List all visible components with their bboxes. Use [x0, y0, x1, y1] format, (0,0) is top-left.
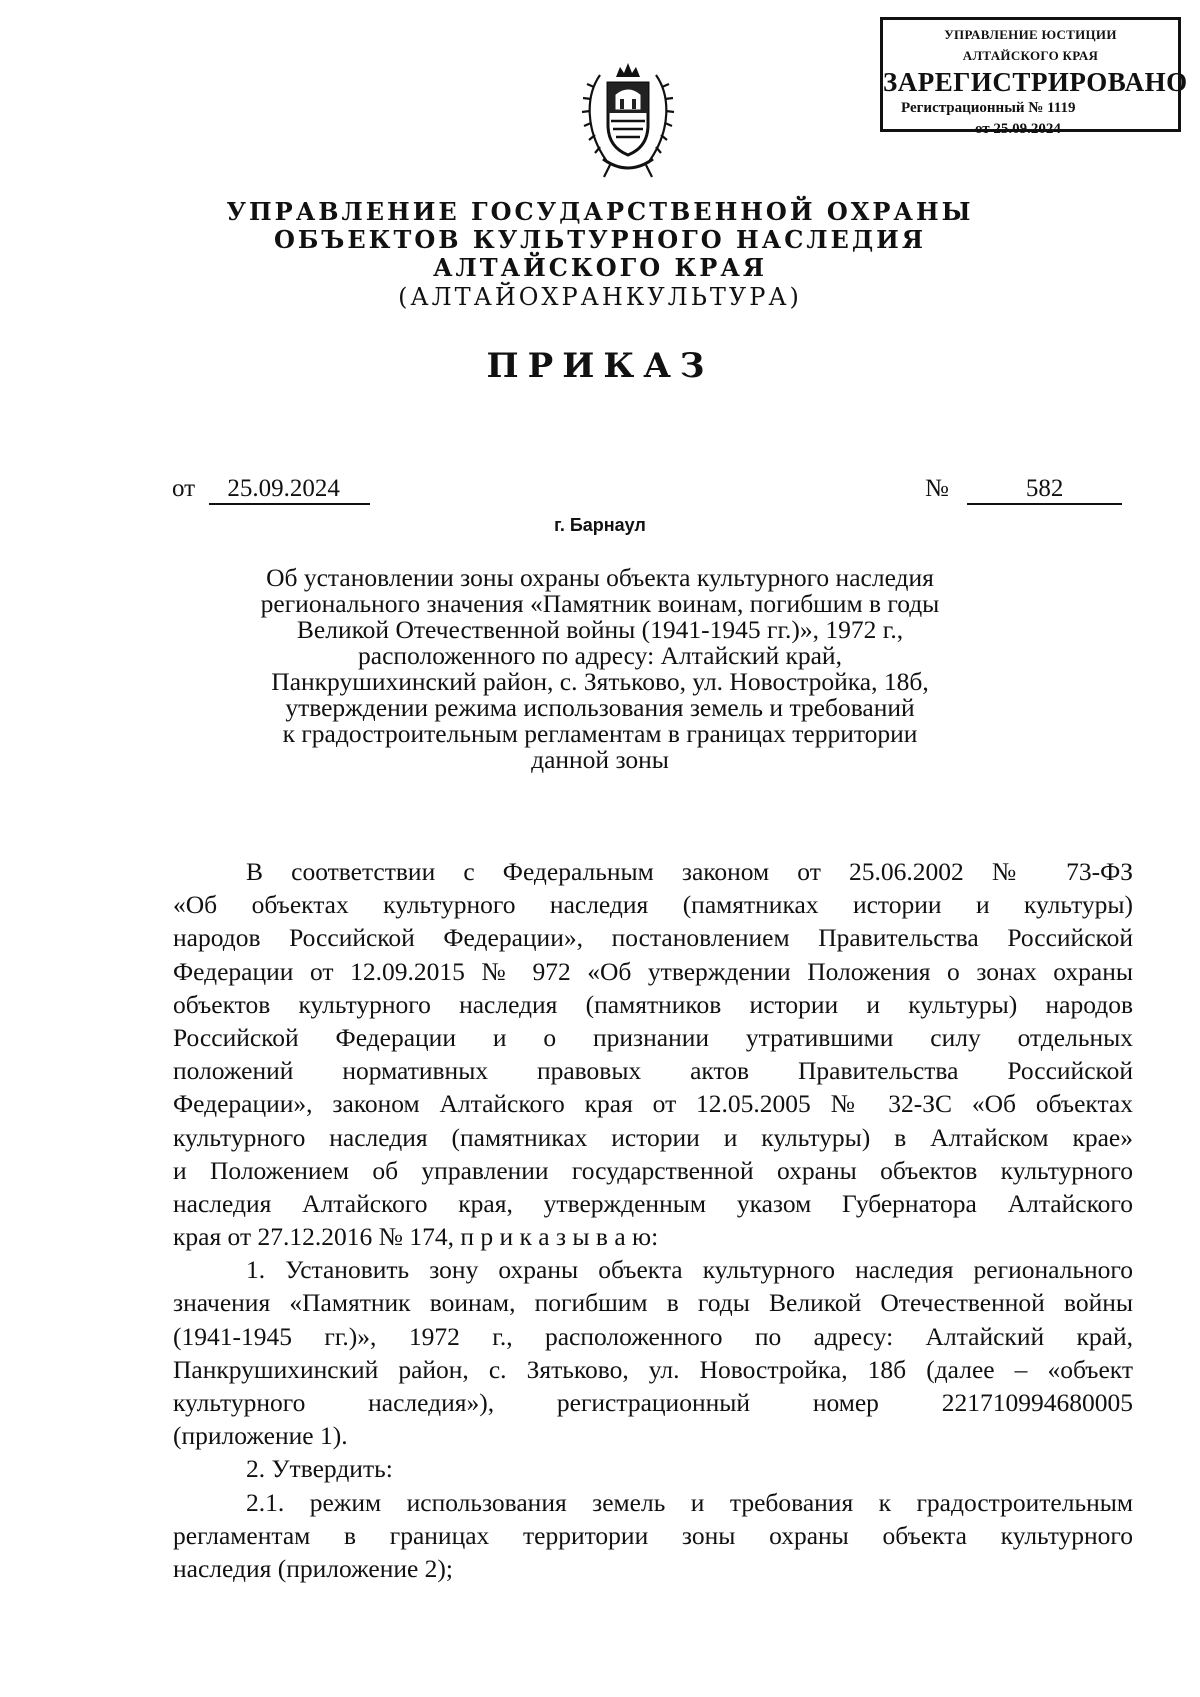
body-line: значения «Памятник воинам, погибшим в годы Великой Отечественной войны — [173, 1288, 1133, 1318]
body-line: регламентам в границах территории зоны охраны объекта культурного — [173, 1520, 1133, 1550]
order-title — [200, 565, 1000, 773]
city: г. Барнаул — [554, 515, 646, 535]
title-line: Панкрушихинский район, с. Зятьково, ул. Новостройка, 18б, — [271, 667, 929, 696]
org-name-line3: АЛТАЙСКОГО КРАЯ — [432, 253, 768, 282]
coat-of-arms-icon — [578, 55, 678, 185]
stamp-org-line2: АЛТАЙСКОГО КРАЯ — [962, 48, 1099, 63]
body-line: наследия Алтайского края, утвержденным указом Губернатора Алтайского — [173, 1188, 1133, 1218]
order-number — [925, 475, 1122, 505]
body-line: наследия (приложение 2); — [173, 1553, 454, 1583]
body-line: (1941-1945 гг.)», 1972 г., расположенного по адресу: Алтайский край, — [173, 1321, 1133, 1351]
body-line: культурного наследия»), регистрационный номер 221710994680005 — [173, 1388, 1133, 1417]
title-line: Великой Отечественной войны (1941-1945 гг.)», 1972 г., — [296, 615, 904, 644]
body-line: 1. Установить зону охраны объекта культурного наследия регионального — [246, 1255, 1133, 1285]
body-line: 2. Утвердить: — [246, 1454, 393, 1484]
stamp-org-line1: УПРАВЛЕНИЕ ЮСТИЦИИ — [944, 27, 1117, 42]
body-line: народов Российской Федерации», постановлением Правительства Российской — [173, 923, 1133, 953]
title-line: утверждении режима использования земель и требований — [285, 693, 915, 722]
stamp-reg-date: от 25.09.2024 — [975, 121, 1061, 137]
registration-stamp — [880, 17, 1188, 137]
title-line: расположенного по адресу: Алтайский край, — [358, 641, 842, 670]
date-prefix: от — [172, 475, 196, 502]
body-line: объектов культурного наследия (памятников истории и культуры) народов — [173, 989, 1133, 1019]
body-line: (приложение 1). — [173, 1421, 348, 1451]
body-line: и Положением об управлении государственной охраны объектов культурного — [173, 1155, 1133, 1185]
body-line: Федерации», законом Алтайского края от 12.05.2005 № 32-ЗС «Об объектах — [173, 1089, 1133, 1119]
body-line: «Об объектах культурного наследия (памятниках истории и культуры) — [173, 890, 1133, 920]
document-type: ПРИКАЗ — [486, 346, 714, 386]
body-line: Российской Федерации и о признании утратившими силу отдельных — [173, 1022, 1133, 1052]
stamp-status: ЗАРЕГИСТРИРОВАНО — [883, 67, 1188, 97]
body-line: 2.1. режим использования земель и требования к градостроительным — [246, 1487, 1133, 1517]
stamp-reg-number: Регистрационный № 1119 — [901, 100, 1076, 116]
body-line: положений нормативных правовых актов Правительства Российской — [173, 1056, 1133, 1086]
title-line: регионального значения «Памятник воинам, погибшим в годы — [260, 589, 940, 618]
body-line: Панкрушихинский район, с. Зятьково, ул. Новостройка, 18б (далее – «объект — [173, 1354, 1133, 1384]
body-line: культурного наследия (памятниках истории и культуры) в Алтайском крае» — [173, 1122, 1133, 1152]
title-line: к градостроительным регламентам в границах территории — [282, 719, 918, 748]
body-line: В соответствии с Федеральным законом от 25.06.2002 № 73-ФЗ — [246, 857, 1133, 886]
number-prefix: № — [925, 475, 949, 502]
title-line: данной зоны — [531, 745, 669, 774]
org-name-line1: УПРАВЛЕНИЕ ГОСУДАРСТВЕННОЙ ОХРАНЫ — [226, 197, 974, 226]
org-short-name: (АЛТАЙОХРАНКУЛЬТУРА) — [398, 283, 802, 311]
order-date — [172, 475, 370, 505]
title-line: Об установлении зоны охраны объекта культурного наследия — [266, 563, 934, 592]
body-line: Федерации от 12.09.2015 № 972 «Об утверждении Положения о зонах охраны — [173, 956, 1133, 986]
date-value: 25.09.2024 — [209, 475, 370, 505]
order-body — [173, 855, 1133, 1585]
number-value: 582 — [967, 475, 1122, 505]
body-line: края от 27.12.2016 № 174, п р и к а з ы в а ю: — [173, 1222, 659, 1252]
org-name-line2: ОБЪЕКТОВ КУЛЬТУРНОГО НАСЛЕДИЯ — [273, 225, 927, 254]
